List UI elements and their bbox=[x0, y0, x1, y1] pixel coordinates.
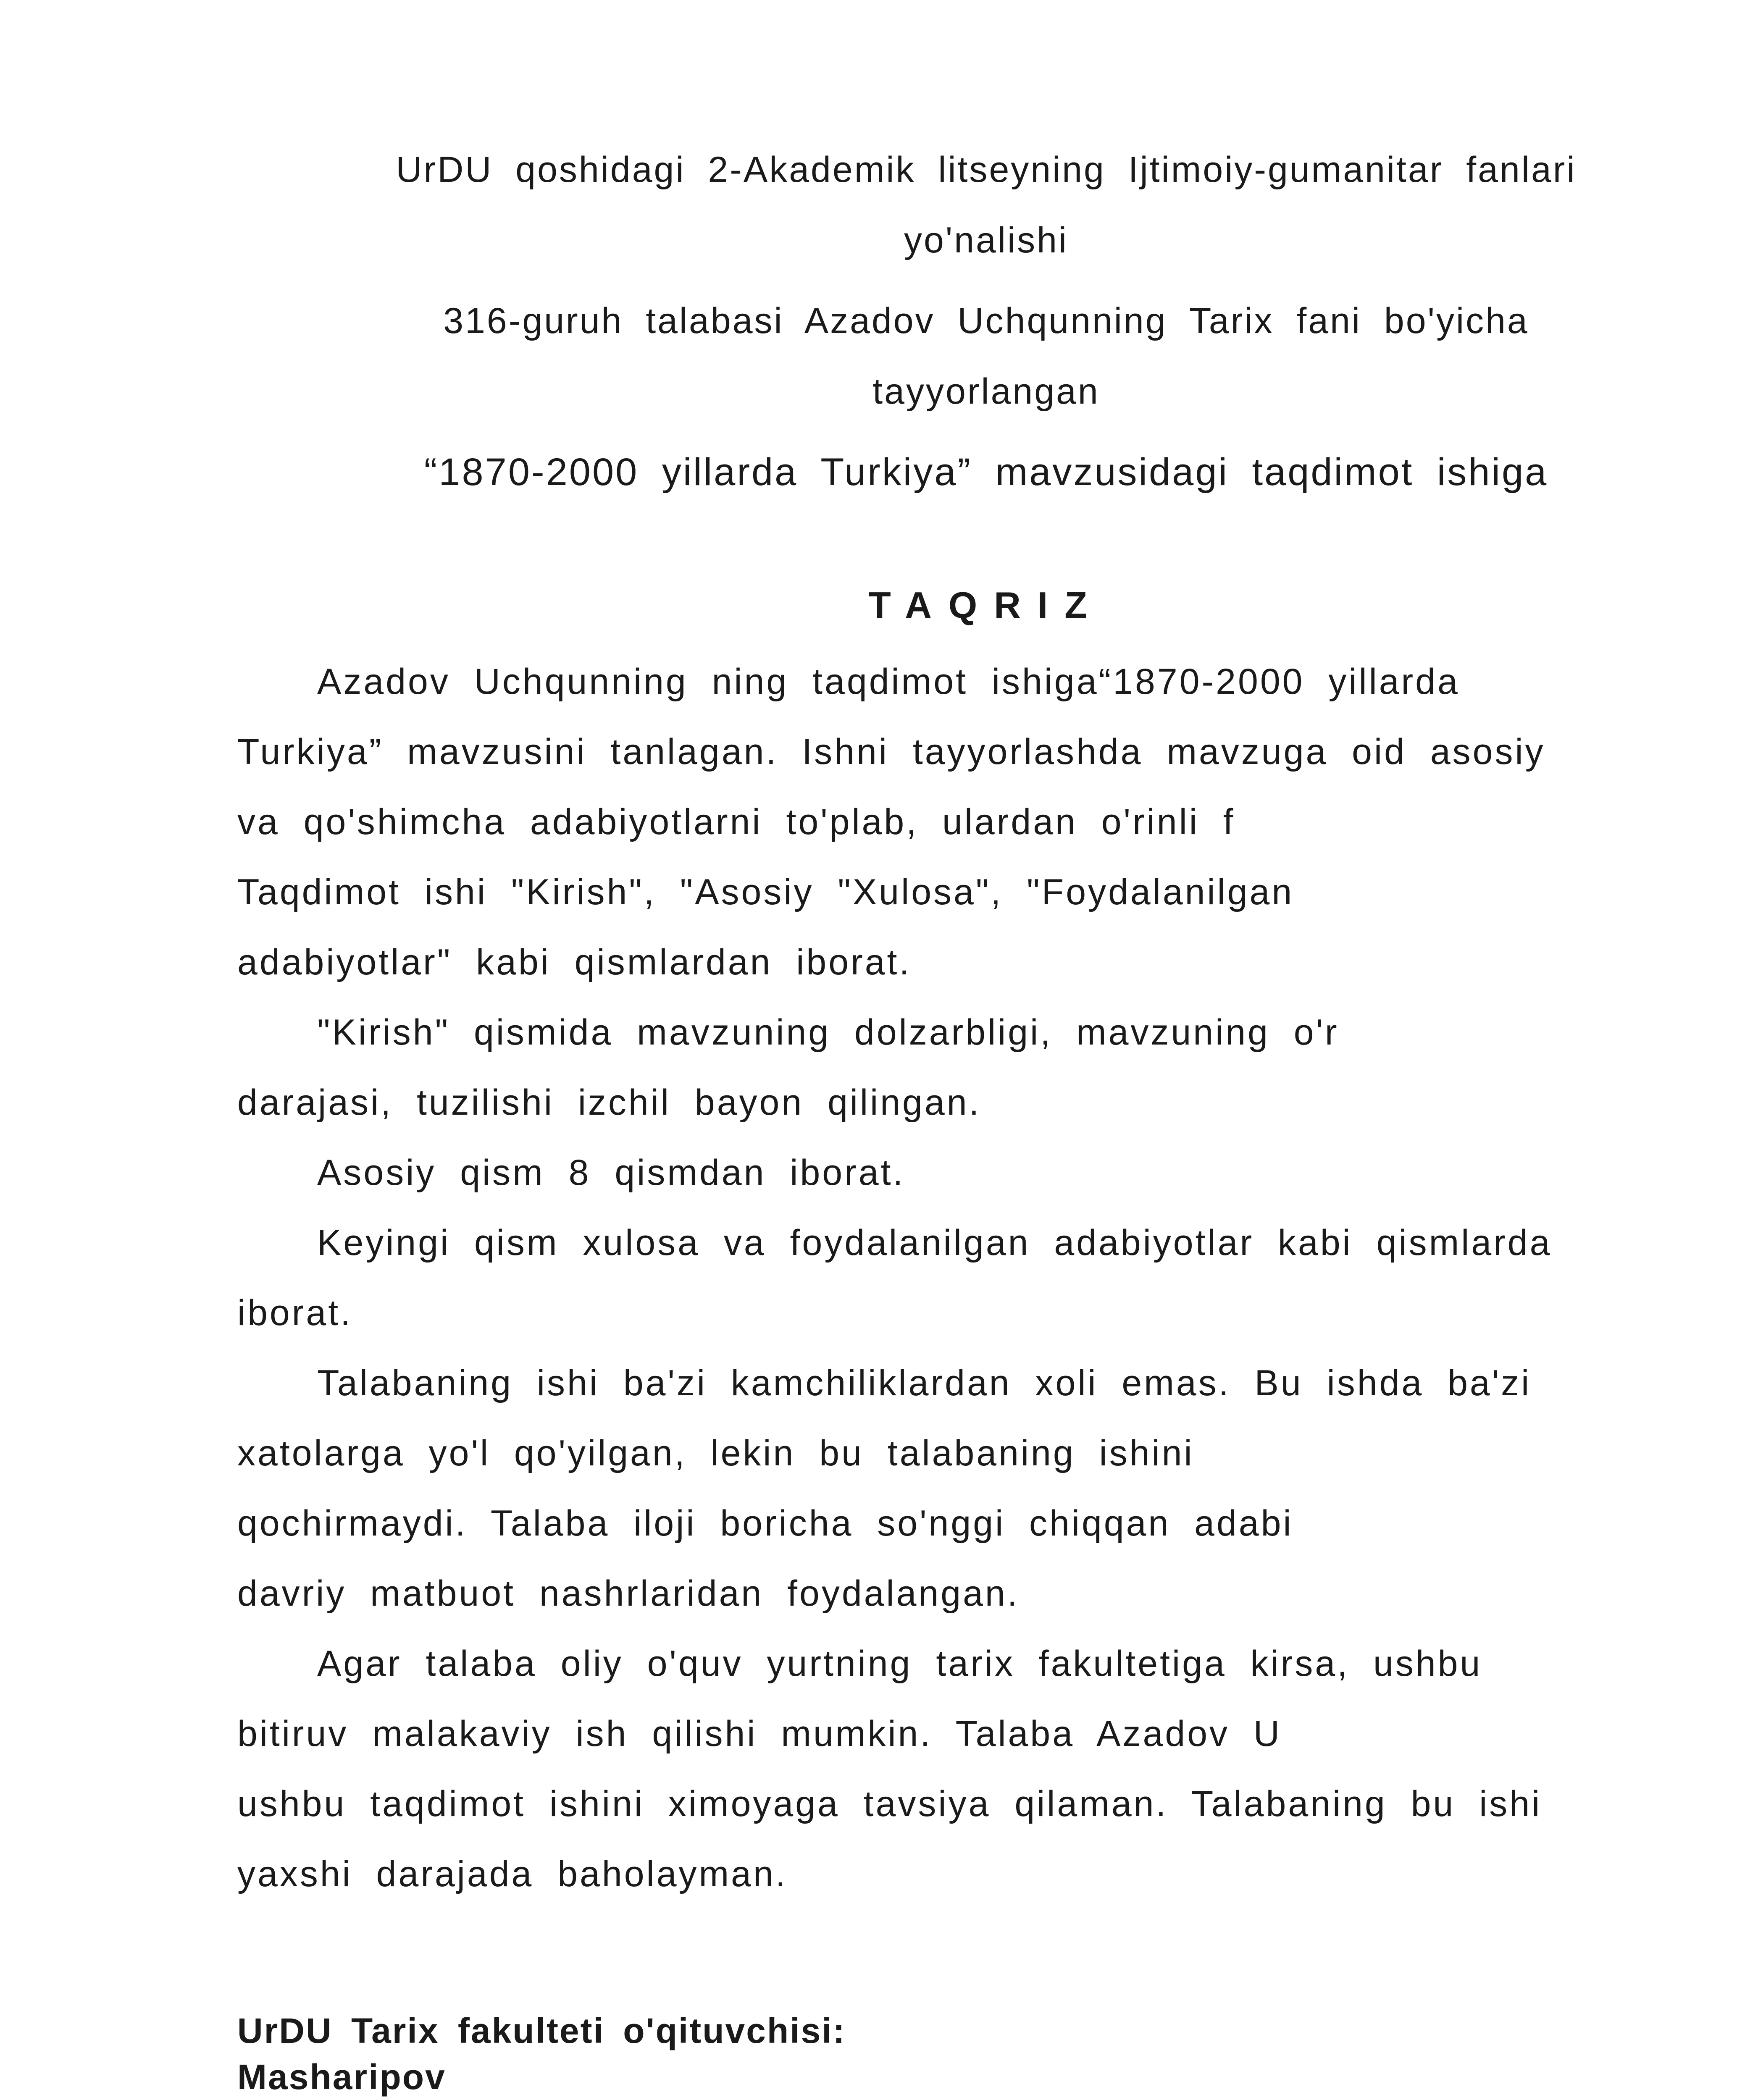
header-line-student: 316-guruh talabasi Azadov Uchqunning Tarix fani bo'yicha bbox=[443, 301, 1529, 341]
header-line-institution: UrDU qoshidagi 2-Akademik litseyning Ijtimoiy-gumanitar fanlari bbox=[396, 150, 1577, 190]
reviewer-name: Masharipov bbox=[237, 2057, 446, 2097]
review-body bbox=[237, 647, 1737, 1909]
paragraph-kirish bbox=[237, 998, 1737, 1138]
paragraph-line: adabiyotlar" kabi qismlardan iborat. bbox=[237, 942, 912, 982]
paragraph-line: xatolarga yo'l qo'yilgan, lekin bu talabaning ishini bbox=[237, 1433, 1194, 1473]
paragraph-line: ushbu taqdimot ishini ximoyaga tavsiya qilaman. Talabaning bu ishi bbox=[237, 1784, 1542, 1824]
paragraph-line: "Kirish" qismida mavzuning dolzarbligi, mavzuning o'r bbox=[317, 1012, 1339, 1053]
paragraph-next-part bbox=[237, 1208, 1737, 1348]
paragraph-recommendation bbox=[237, 1629, 1737, 1909]
paragraph-line: Keyingi qism xulosa va foydalanilgan adabiyotlar kabi qismlarda bbox=[317, 1223, 1552, 1263]
paragraph-line: darajasi, tuzilishi izchil bayon qilingan. bbox=[237, 1082, 981, 1123]
paragraph-line: iborat. bbox=[237, 1293, 353, 1333]
paragraph-main-part bbox=[237, 1138, 1737, 1208]
paragraph-line: Asosiy qism 8 qismdan iborat. bbox=[317, 1152, 905, 1193]
paragraph-line: yaxshi darajada baholayman. bbox=[237, 1854, 788, 1894]
paragraph-line: Talabaning ishi ba'zi kamchiliklardan xoli emas. Bu ishda ba'zi bbox=[317, 1363, 1532, 1403]
paragraph-intro bbox=[237, 647, 1737, 998]
paragraph-line: va qo'shimcha adabiyotlarni to'plab, ulardan o'rinli f bbox=[237, 802, 1235, 842]
paragraph-line: qochirmaydi. Talaba iloji boricha so'nggi chiqqan adabi bbox=[237, 1503, 1293, 1544]
header-line-direction: yo'nalishi bbox=[904, 220, 1069, 260]
signature-block bbox=[237, 2008, 1737, 2100]
paragraph-line: Agar talaba oliy o'quv yurtning tarix fakultetiga kirsa, ushbu bbox=[317, 1643, 1482, 1684]
header-line-topic: “1870-2000 yillarda Turkiya” mavzusidagi taqdimot ishiga bbox=[424, 451, 1548, 494]
paragraph-line: bitiruv malakaviy ish qilishi mumkin. Talaba Azadov U bbox=[237, 1714, 1282, 1754]
paragraph-line: Taqdimot ishi "Kirish", "Asosiy "Xulosa", "Foydalanilgan bbox=[237, 872, 1294, 912]
header-line-prepared: tayyorlangan bbox=[872, 371, 1100, 412]
paragraph-shortcomings bbox=[237, 1348, 1737, 1629]
paragraph-line: Azadov Uchqunning ning taqdimot ishiga“1870-2000 yillarda bbox=[317, 662, 1460, 702]
paragraph-line: davriy matbuot nashrlaridan foydalangan. bbox=[237, 1573, 1020, 1614]
document-title: TAQRIZ bbox=[868, 584, 1104, 626]
reviewer-position: UrDU Tarix fakulteti o'qituvchisi: bbox=[237, 2011, 846, 2050]
paragraph-line: Turkiya” mavzusini tanlagan. Ishni tayyorlashda mavzuga oid asosiy bbox=[237, 732, 1545, 772]
document-header bbox=[235, 134, 1737, 507]
